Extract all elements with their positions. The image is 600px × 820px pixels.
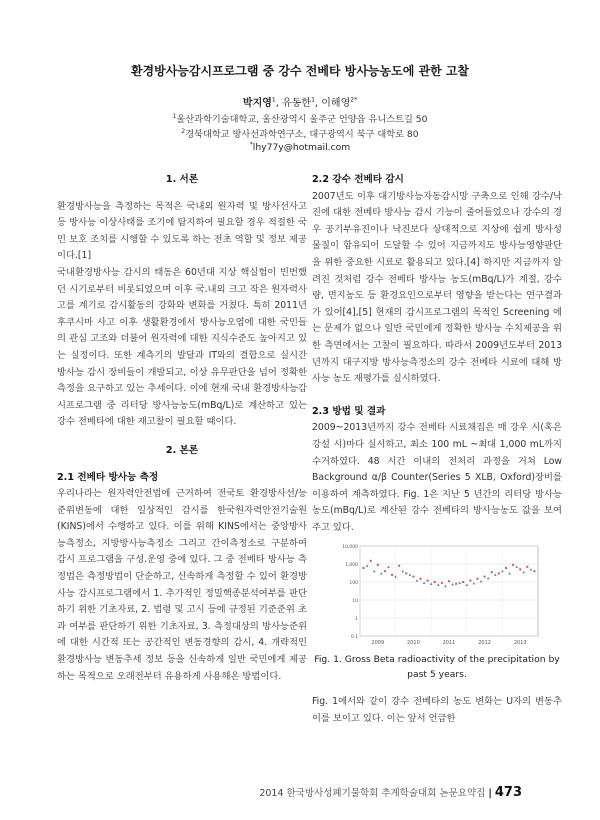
data-point — [391, 574, 393, 576]
plot-area — [360, 546, 538, 636]
affiliation-text: 울산과학기술대학교, 울산광역시 울주군 언양읍 유니스트길 50 — [176, 114, 428, 125]
right-column — [312, 172, 562, 728]
author-name: 유동한 — [282, 98, 312, 109]
footer-text: 2014 한국방사성폐기물학회 추계학술대회 논문요약집 — [259, 788, 486, 799]
section-heading: 1. 서론 — [165, 174, 199, 185]
subsection-heading: 2.3 방법 및 결과 — [312, 405, 386, 417]
paragraph: Fig. 1에서와 같이 강수 전베타의 농도 변화는 U자의 변동추이를 보이고 있다. 이는 앞서 언급한 — [312, 696, 562, 725]
page-footer — [259, 785, 522, 800]
data-point — [455, 583, 457, 585]
email-marker: * — [249, 141, 253, 148]
data-point — [512, 564, 514, 566]
data-point — [370, 560, 372, 562]
data-point — [363, 567, 365, 569]
email-text[interactable]: lhy77y@hotmail.com — [252, 142, 351, 154]
y-tick-label: 10,000 — [342, 545, 358, 551]
footer-separator: | — [488, 788, 492, 799]
data-point — [448, 581, 450, 583]
paragraph: 환경방사능을 측정하는 목적은 국내외 원자력 및 방사선사고 등 방사능 이상사태를 조기에 탐지하여 필요할 경우 적절한 국민 보호 조치를 시행할 수 있도록 하는 전초 역할 및 정보 제공이다.[1] — [57, 200, 307, 262]
author-marker: 2* — [350, 96, 358, 104]
paragraph: 2009~2013년까지 강수 전베타 시료채집은 매 강우 시(혹은 강설 시)마다 실시하고, 최소 100 mL ~최대 1,000 mL까지 수거하였다. 48 시간 이내의 전처리 과정을 거쳐 Low Background α/β Counter(Series 5 XLB, Oxford)장비를 이용하여 계측하였다. Fig. 1은 지난 5 년간의 리터당 방사능농도(mBq/L)로 계산된 강수 전베타의 방사능농도 값을 보여주고 있다. — [312, 422, 562, 533]
subsection-heading: 2.2 강수 전베타 감시 — [312, 174, 404, 185]
data-point — [519, 569, 521, 571]
data-point — [441, 582, 443, 584]
paragraph: 우리나라는 원자력안전법에 근거하여 전국토 환경방사선/능 준위변동에 대한 일상적인 감시를 한국원자력안전기술원(KINS)에서 수행하고 있다. 이를 위해 KINS에서는 중앙방사능측정소, 지방방사능측정소 그리고 간이측정소로 구분하여 감시 프로그램을 구성.운영 중에 있다. 그 중 전베타 방사능 측정법은 측정방법이 단순하고, 신속하게 측정할 수 있어 환경방사능 감시프로그램에서 1. 추가적인 정밀핵종분석여부를 판단하기 위한 기초자료, 2. 법령 및 고시 등에 규정된 기준준위 초과 여부를 판단하기 위한 기초자료, 3. 측정대상의 방사능준위에 대한 시간적 또는 공간적인 변동경향의 감시, 4. 개략적인 환경방사능 변동추세 정보 등을 신속하게 일반 국민에게 제공하는 목적으로 오래전부터 유용하게 사용해온 방법이다. — [57, 488, 307, 682]
x-tick-label: 2013 — [513, 640, 527, 647]
y-tick-label: 1 — [355, 617, 358, 623]
section-heading: 2. 본론 — [165, 444, 199, 456]
figure-1-chart — [334, 540, 544, 650]
data-point — [533, 571, 535, 573]
author-line — [0, 94, 600, 109]
x-tick-label: 2009 — [371, 640, 385, 647]
y-tick-label: 0.1 — [350, 635, 358, 641]
left-column — [57, 172, 307, 685]
affiliation-1 — [0, 111, 600, 125]
spacer — [312, 682, 562, 694]
data-point — [526, 566, 528, 568]
spacer — [57, 189, 307, 199]
spacer — [312, 388, 562, 404]
corresponding-email[interactable] — [0, 141, 600, 153]
affiliation-marker: 2 — [181, 127, 186, 135]
author-separator: , — [275, 98, 283, 109]
data-point — [434, 581, 436, 583]
paragraph: 국내환경방사능 감시의 태동은 60년대 지상 핵실험이 빈번했던 시기로부터 비롯되었으며 이후 국.내외 크고 작은 원자력사고를 계기로 감시활동의 강화와 변화를 거쳤다. 특히 2011년 후쿠시마 사고 이후 생활환경에서 방사능오염에 대한 국민들의 관심 고조와 더불어 원자력에 대한 지식수준도 높아지고 있는 실정이다. 또한 계측기의 발달과 IT와의 결합으로 실시간 방사능 감시 장비들이 개발되고, 이상 유무판단을 넘어 정확한 측정을 요구하고 있는 추세이다. 이에 현재 국내 환경방사능감시프로그램 중 리터당 방사능농도(mBq/L)로 계산하고 있는 강수 전베타에 대한 재고찰이 필요할 때이다. — [57, 266, 307, 428]
y-tick-label: 10 — [352, 599, 358, 605]
spacer — [57, 460, 307, 470]
figure-caption: Fig. 1. Gross Beta radioactivity of the precipitation by past 5 years. — [314, 654, 560, 681]
data-point — [384, 571, 386, 573]
data-point — [498, 573, 500, 575]
data-point — [377, 564, 379, 566]
data-point — [427, 580, 429, 582]
data-point — [469, 580, 471, 582]
author-separator: , — [314, 98, 322, 109]
author-marker: 1 — [311, 96, 315, 104]
y-tick-label: 1,000 — [345, 563, 358, 569]
data-point — [420, 578, 422, 580]
data-point — [398, 565, 400, 567]
data-point — [405, 573, 407, 575]
spacer — [57, 431, 307, 443]
affiliation-text: 경북대학교 방사선과학연구소, 대구광역시 북구 대학로 80 — [185, 129, 419, 140]
affiliation-2 — [0, 126, 600, 140]
y-tick-label: 100 — [349, 581, 358, 587]
author-name: 이해영 — [321, 98, 351, 109]
data-point — [491, 572, 493, 574]
paragraph: 2007년도 이후 대기방사능자동감시망 구축으로 인해 강수/낙진에 대한 전베타 방사능 감시 기능이 줄어들었으나 강수의 경우 공기부유진이나 낙진보다 상대적으로 지상에 쉽게 방사성물질이 함유되어 도달할 수 있어 지금까지도 방사능영향판단을 위한 중요한 시료로 활용되고 있다.[4] 하지만 지금까지 알려진 것처럼 강수 전베타 방사능 농도(mBq/L)가 계절, 강수량, 먼지농도 등 환경요인으로부터 영향을 받는다는 연구결과가 있어[4],[5] 현재의 감시프로그램의 목적인 Screening 에는 문제가 없으나 일반 국민에게 정확한 방사능 수치제공을 위한 측면에서는 고찰이 필요하다. 따라서 2009년도부터 2013년까지 대구지방 방사능측정소의 강수 전베타 시료에 대해 방사능 농도 재평가를 실시하였다. — [312, 190, 562, 385]
page-number: 473 — [494, 785, 522, 800]
x-tick-label: 2010 — [407, 640, 420, 647]
paper-title: 환경방사능감시프로그램 중 강수 전베타 방사능농도에 관한 고찰 — [130, 64, 470, 78]
x-tick-label: 2012 — [478, 640, 491, 647]
subsection-heading: 2.1 전베타 방사능 측정 — [57, 471, 159, 483]
data-point — [505, 567, 507, 569]
data-point — [412, 576, 414, 578]
x-tick-label: 2011 — [442, 640, 456, 647]
data-point — [462, 581, 464, 583]
affiliation-marker: 1 — [172, 112, 177, 120]
data-point — [476, 578, 478, 580]
data-point — [484, 576, 486, 578]
author-marker: 1 — [271, 96, 276, 104]
gross-beta-chart — [334, 540, 544, 650]
author-name: 박지영 — [242, 98, 272, 109]
